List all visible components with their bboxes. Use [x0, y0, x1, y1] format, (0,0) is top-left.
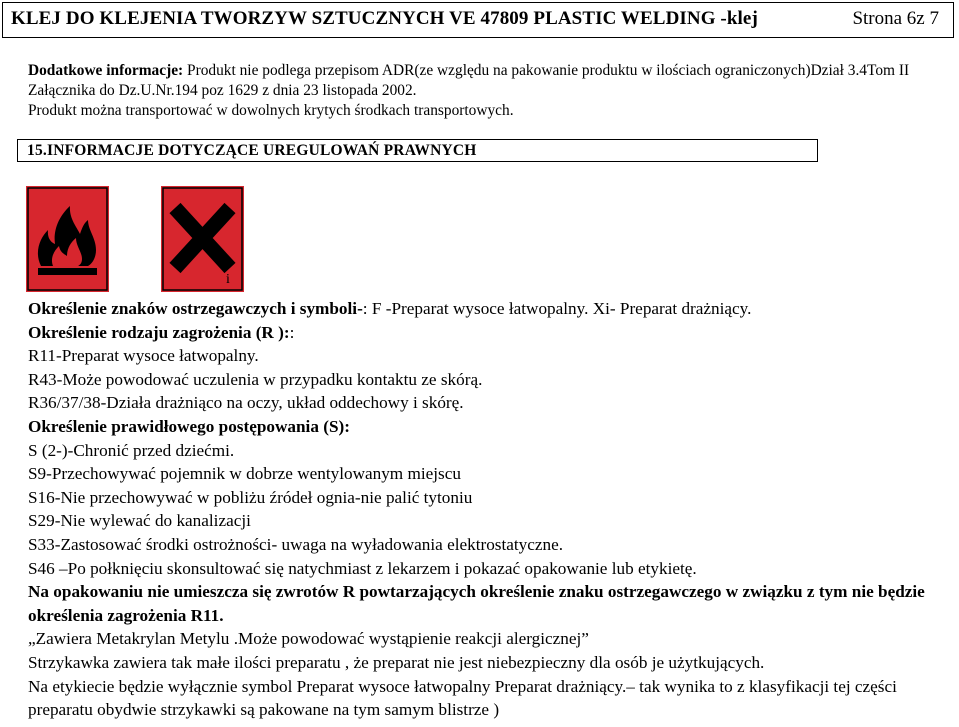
regulatory-body: [28, 297, 956, 722]
irritant-icon: [161, 186, 244, 292]
packaging-note: Na opakowaniu nie umieszcza się zwrotów R powtarzających określenie znaku ostrzegawczego w związku z tym nie będzie określenia zagrożenia R11.: [28, 582, 925, 625]
s46-phrase: S46 –Po połknięciu skonsultować się natychmiast z lekarzem i pokazać opakowanie lub etykietę.: [28, 558, 697, 578]
irritant-letter: i: [226, 272, 230, 287]
document-header: [2, 2, 954, 38]
hazard-label: Określenie rodzaju zagrożenia (R ):: [28, 322, 290, 342]
flammable-icon: [26, 186, 109, 292]
label-note: Na etykiecie będzie wyłącznie symbol Preparat wysoce łatwopalny Preparat drażniący.– tak wynika to z klasyfikacji tej części preparatu obydwie strzykawki są pakowane na tym samym blistrze ): [28, 676, 897, 720]
transport-info-text: Produkt można transportować w dowolnych krytych środkach transportowych.: [28, 102, 514, 119]
r36-phrase: R36/37/38-Działa drażniąco na oczy, układ oddechowy i skórę.: [28, 393, 464, 413]
s16-phrase: S16-Nie przechowywać w pobliżu źródeł ognia-nie palić tytoniu: [28, 487, 473, 507]
page-number: Strona 6z 7: [852, 8, 939, 29]
s29-phrase: S29-Nie wylewać do kanalizacji: [28, 511, 251, 531]
symbols-line: [28, 297, 956, 321]
s33-phrase: S33-Zastosować środki ostrożności- uwaga na wyładowania elektrostatyczne.: [28, 534, 564, 554]
additional-info-label: Dodatkowe informacje:: [28, 62, 184, 79]
section-title: 15.INFORMACJE DOTYCZĄCE UREGULOWAŃ PRAWNYCH: [27, 142, 477, 159]
contains-note: „Zawiera Metakrylan Metylu .Może powodować wystąpienie reakcji alergicznej”: [28, 629, 589, 649]
r43-phrase: R43-Może powodować uczulenia w przypadku kontaktu ze skórą.: [28, 369, 483, 389]
hazard-colon: :: [289, 322, 295, 342]
s9-phrase: S9-Przechowywać pojemnik w dobrze wentylowanym miejscu: [28, 464, 461, 484]
section-header: [17, 139, 818, 162]
symbols-text: : F -Preparat wysoce łatwopalny. Xi- Preparat drażniący.: [362, 299, 752, 318]
r11-phrase: R11-Preparat wysoce łatwopalny.: [28, 346, 259, 366]
s2-phrase: S (2-)-Chronić przed dziećmi.: [28, 440, 235, 460]
symbols-label: Określenie znaków ostrzegawczych i symboli-: [28, 299, 363, 318]
hazard-line: [28, 321, 956, 345]
safety-label: Określenie prawidłowego postępowania (S):: [28, 416, 350, 436]
additional-info: [28, 61, 928, 121]
additional-info-text: Produkt nie podlega przepisom ADR(ze względu na pakowanie produktu w ilościach ograniczonych)Dział 3.4Tom II Załącznika do Dz.U.Nr.194 poz 1629 z dnia 23 listopada 2002.: [28, 62, 910, 99]
syringe-note: Strzykawka zawiera tak małe ilości preparatu , że preparat nie jest niebezpieczny dla osób je użytkujących.: [28, 652, 765, 672]
document-title: KLEJ DO KLEJENIA TWORZYW SZTUCZNYCH VE 47809 PLASTIC WELDING -klej: [11, 8, 758, 29]
